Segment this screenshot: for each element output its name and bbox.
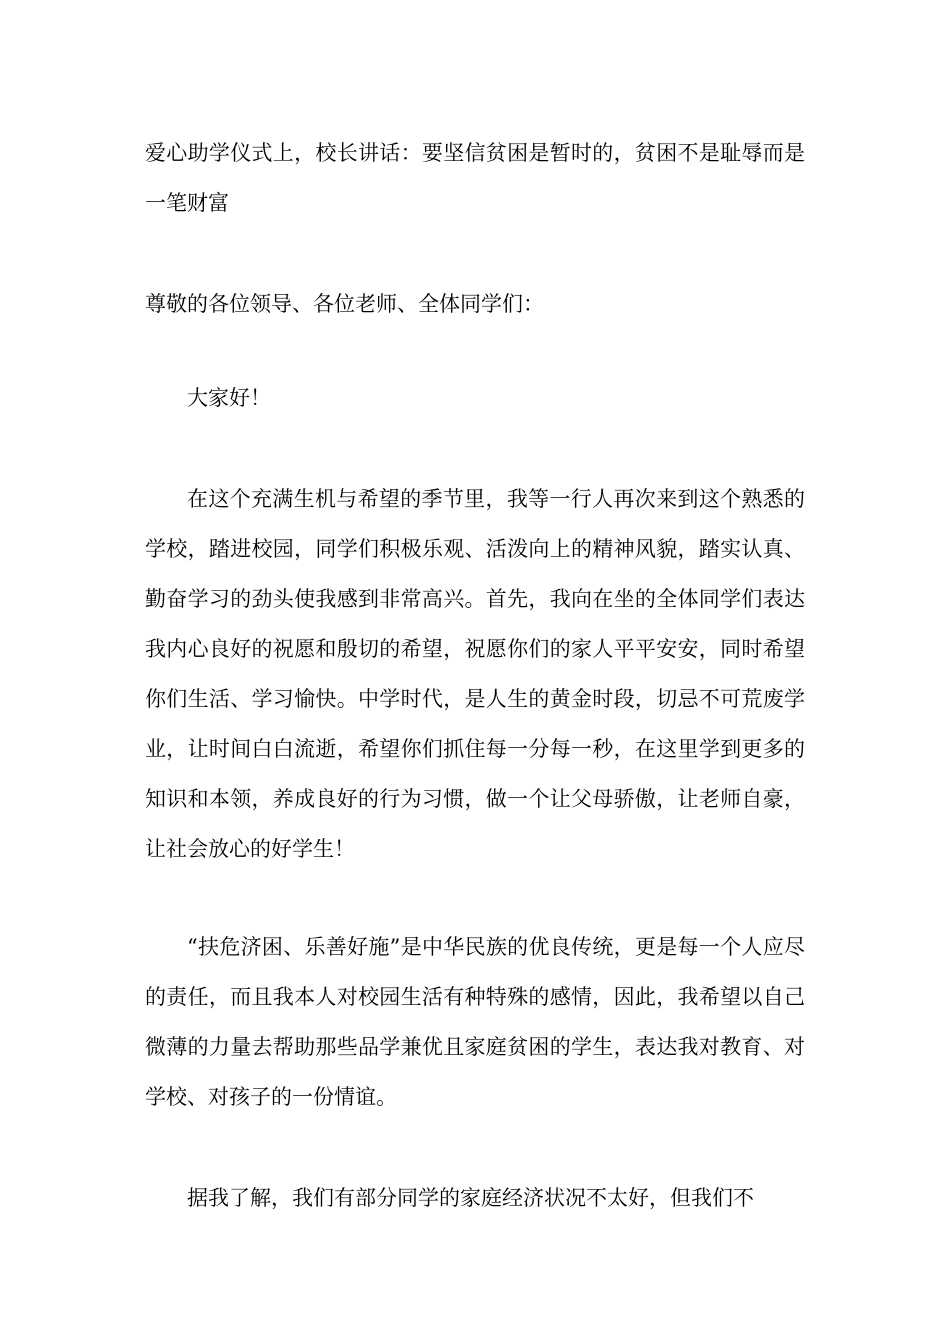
paragraph-1: 在这个充满生机与希望的季节里，我等一行人再次来到这个熟悉的学校，踏进校园，同学们积极乐观、活泼向上的精神风貌，踏实认真、勤奋学习的劲头使我感到非常高兴。首先，我向在坐的全体同学们表达我内心良好的祝愿和殷切的希望，祝愿你们的家人平平安安，同时希望你们生活、学习愉快。中学时代，是人生的黄金时段，切忌不可荒废学业，让时间白白流逝，希望你们抓住每一分每一秒，在这里学到更多的知识和本领，养成良好的行为习惯，做一个让父母骄傲，让老师自豪，让社会放心的好学生！ — [145, 487, 805, 861]
greeting: 大家好！ — [187, 386, 271, 410]
salutation: 尊敬的各位领导、各位老师、全体同学们： — [145, 292, 544, 316]
paragraph-2: “扶危济困、乐善好施”是中华民族的优良传统，更是每一个人应尽的责任，而且我本人对校园生活有种特殊的感情，因此，我希望以自己微薄的力量去帮助那些品学兼优且家庭贫困的学生，表达我对教育、对学校、对孩子的一份情谊。 — [145, 935, 805, 1109]
document-title: 爱心助学仪式上，校长讲话：要坚信贫困是暂时的，贫困不是耻辱而是一笔财富 — [145, 141, 805, 215]
paragraph-3: 据我了解，我们有部分同学的家庭经济状况不太好，但我们不 — [187, 1186, 754, 1210]
